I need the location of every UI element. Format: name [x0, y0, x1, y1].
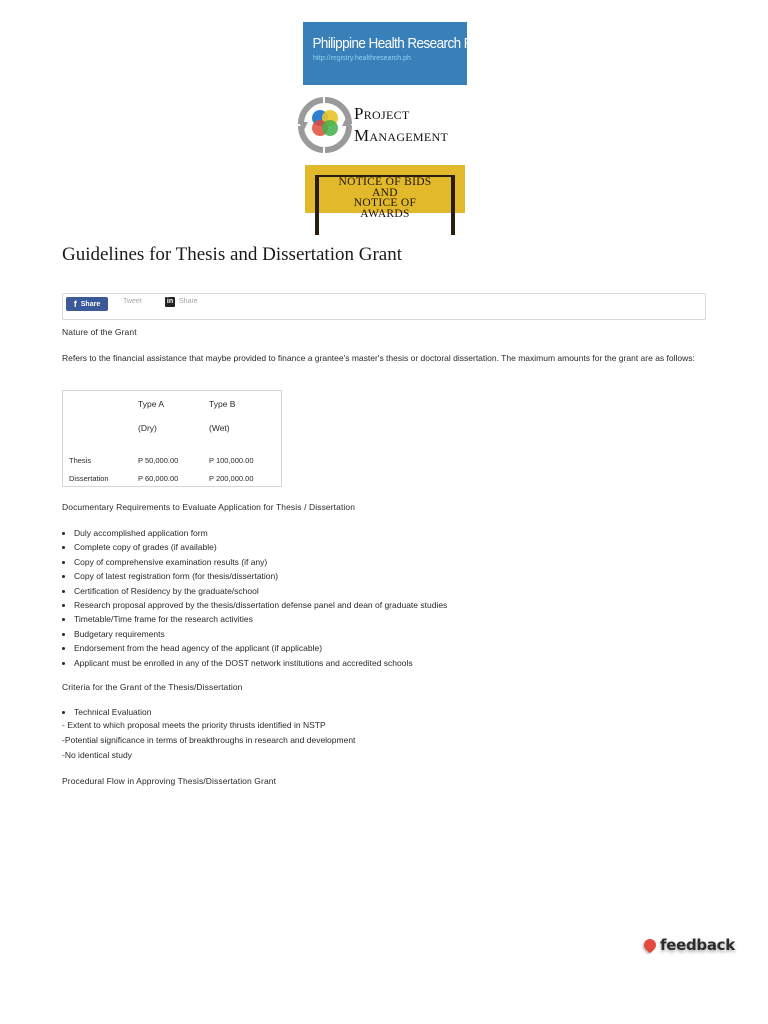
requirements-list [62, 526, 447, 670]
feedback-button[interactable] [640, 932, 738, 958]
requirement-text: Certification of Residency by the graduate/school [74, 585, 259, 596]
list-item [62, 526, 447, 540]
list-item [62, 584, 447, 598]
bullet-icon [62, 546, 65, 549]
linkedin-icon[interactable]: in [166, 298, 174, 305]
table-cell: P 100,000.00 [209, 456, 254, 465]
table-cell: P 200,000.00 [209, 474, 254, 483]
procedure-heading: Procedural Flow in Approving Thesis/Dissertation Grant [62, 776, 277, 786]
requirement-text: Budgetary requirements [74, 628, 165, 639]
bullet-icon [62, 575, 65, 578]
requirement-text: Copy of latest registration form (for thesis/dissertation) [74, 571, 279, 582]
list-item [62, 656, 447, 670]
facebook-share-label: Share [80, 300, 101, 308]
criteria-line: - Extent to which proposal meets the priority thrusts identified in NSTP [62, 720, 326, 730]
table-row-label: Thesis [69, 456, 92, 465]
grant-amount-table [62, 390, 282, 487]
requirement-text: Endorsement from the head agency of the applicant (if applicable) [74, 643, 323, 654]
bids-line4: AWARDS [360, 207, 410, 220]
requirement-text: Complete copy of grades (if available) [74, 542, 217, 553]
list-item [62, 641, 447, 655]
requirement-text: Research proposal approved by the thesis/dissertation defense panel and dean of graduate studies [74, 600, 448, 611]
bullet-icon [62, 590, 65, 593]
requirement-text: Duly accomplished application form [74, 528, 208, 538]
requirement-text: Timetable/Time frame for the research activities [74, 614, 253, 625]
bullet-icon [62, 618, 65, 621]
tweet-button[interactable]: Tweet [123, 298, 142, 305]
bullet-icon [62, 604, 65, 607]
facebook-icon: f [73, 299, 77, 309]
facebook-share-button[interactable] [66, 297, 108, 311]
bids-line3: NOTICE OF [353, 197, 417, 209]
criteria-line: -No identical study [62, 750, 132, 760]
bullet-icon [62, 711, 65, 714]
bullet-icon [62, 647, 65, 650]
table-subheader-dry: (Dry) [138, 423, 157, 433]
criteria-line: -Potential significance in terms of breakthroughs in research and development [62, 735, 356, 745]
feedback-label: feedback [660, 936, 735, 954]
table-header-type-b: Type B [209, 399, 236, 409]
criteria-heading: Criteria for the Grant of the Thesis/Dissertation [62, 682, 243, 692]
requirement-text: Applicant must be enrolled in any of the DOST network institutions and accredited schools [74, 657, 413, 668]
bullet-icon [62, 561, 65, 564]
bullet-icon [62, 662, 65, 665]
list-item [62, 555, 447, 569]
table-subheader-wet: (Wet) [209, 423, 230, 433]
criteria-bullet-text: Technical Evaluation [74, 707, 152, 717]
list-item [62, 627, 447, 641]
bids-text [305, 177, 465, 219]
project-management-line1: Project [354, 104, 410, 123]
project-management-text [354, 103, 448, 147]
list-item [62, 612, 447, 626]
bullet-icon [62, 532, 65, 535]
table-cell: P 50,000.00 [138, 456, 179, 465]
nature-text: Refers to the financial assistance that maybe provided to finance a grantee's master's thesis or doctoral dissertation. The maximum amounts for the grant are as follows: [62, 353, 695, 363]
heart-icon [642, 937, 659, 954]
project-management-logo-icon [298, 96, 352, 154]
nature-heading: Nature of the Grant [62, 327, 137, 337]
list-item [62, 540, 447, 554]
list-item [62, 598, 447, 612]
bullet-icon [62, 633, 65, 636]
notice-of-bids-banner[interactable] [305, 165, 465, 220]
list-item [62, 569, 447, 583]
list-item [62, 705, 152, 719]
page-title: Guidelines for Thesis and Dissertation Grant [62, 244, 402, 265]
phrr-banner-title: Philippine Health Research Registry [312, 36, 509, 52]
table-header-type-a: Type A [138, 399, 164, 409]
requirement-text: Copy of comprehensive examination results (if any) [74, 556, 268, 567]
bids-line1: NOTICE OF BIDS [338, 176, 432, 188]
requirements-heading: Documentary Requirements to Evaluate Application for Thesis / Dissertation [62, 502, 356, 512]
linkedin-share-button[interactable]: Share [179, 298, 198, 305]
table-row-label: Dissertation [69, 474, 109, 483]
table-cell: P 60,000.00 [138, 474, 179, 483]
phrr-banner[interactable] [303, 22, 509, 85]
bids-line2: AND [372, 186, 398, 199]
share-bar [62, 293, 706, 320]
criteria-list [62, 705, 152, 719]
project-management-banner[interactable] [298, 96, 474, 154]
phrr-banner-url: http://registry.healthresearch.ph [313, 55, 411, 62]
project-management-line2: Management [354, 126, 449, 145]
